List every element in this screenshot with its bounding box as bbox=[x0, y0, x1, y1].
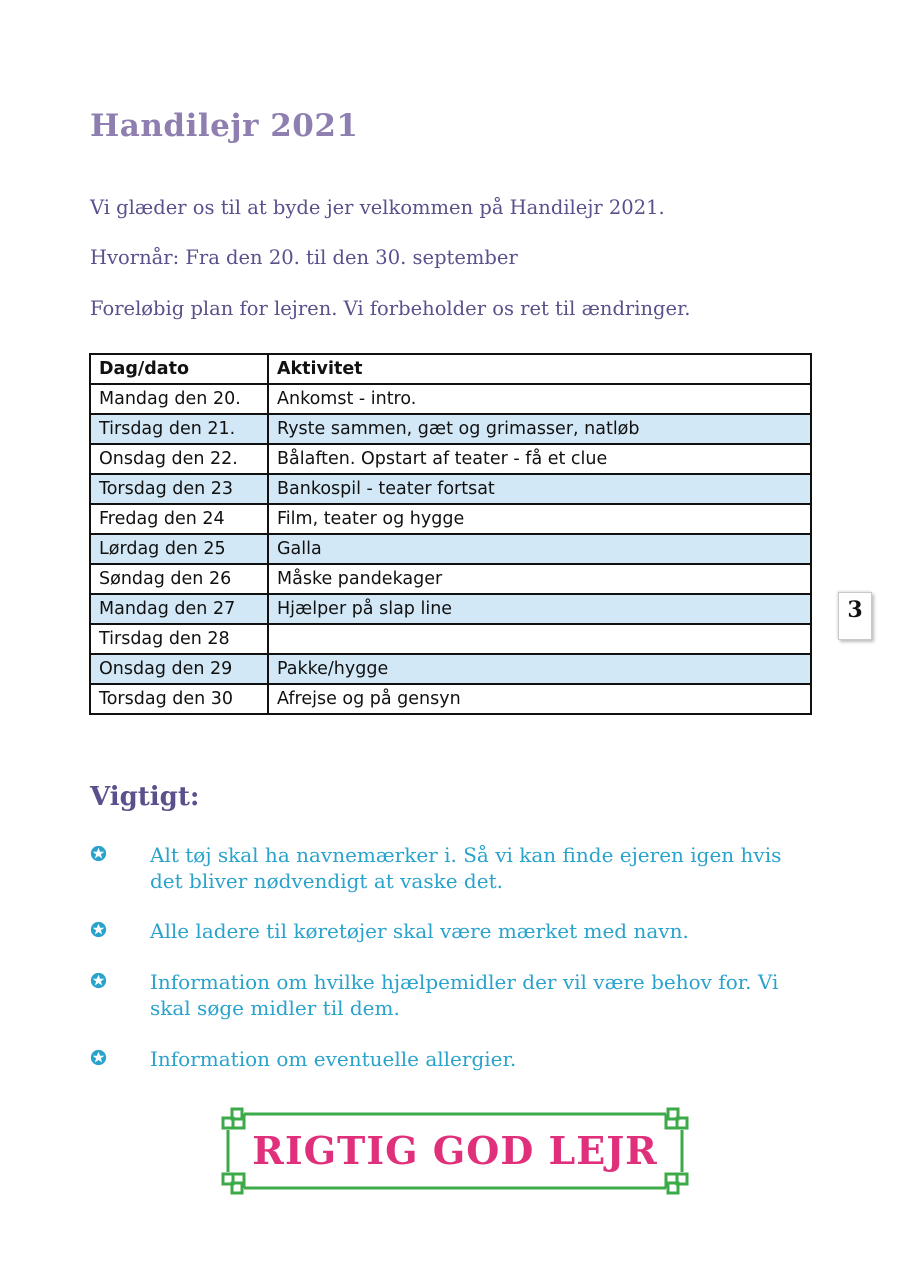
table-row bbox=[90, 384, 811, 414]
plan-note-text: Foreløbig plan for lejren. Vi forbeholder os ret til ændringer. bbox=[90, 297, 691, 320]
activity-cell: Bålaften. Opstart af teater - få et clue bbox=[268, 444, 811, 474]
table-row bbox=[90, 504, 811, 534]
table-row bbox=[90, 684, 811, 714]
day-cell: Tirsdag den 28 bbox=[90, 624, 268, 654]
dates-text: Hvornår: Fra den 20. til den 30. september bbox=[90, 246, 518, 269]
list-item-text: Alt tøj skal ha navnemærker i. Så vi kan finde ejeren igen hvis det bliver nødvendigt at vaske det. bbox=[150, 843, 782, 893]
activity-cell: Galla bbox=[268, 534, 811, 564]
activity-cell: Ryste sammen, gæt og grimasser, natløb bbox=[268, 414, 811, 444]
day-cell: Torsdag den 30 bbox=[90, 684, 268, 714]
closing-banner bbox=[220, 1106, 690, 1196]
header-day: Dag/dato bbox=[90, 354, 268, 384]
activity-cell: Bankospil - teater fortsat bbox=[268, 474, 811, 504]
schedule-table bbox=[89, 353, 812, 715]
activity-cell: Pakke/hygge bbox=[268, 654, 811, 684]
day-cell: Onsdag den 29 bbox=[90, 654, 268, 684]
page-title: Handilejr 2021 bbox=[90, 108, 359, 144]
table-header-row bbox=[90, 354, 811, 384]
list-item-text: Information om hvilke hjælpemidler der vil være behov for. Vi skal søge midler til dem. bbox=[150, 970, 779, 1020]
star-circle-icon bbox=[90, 1049, 107, 1066]
day-cell: Mandag den 27 bbox=[90, 594, 268, 624]
table-row bbox=[90, 654, 811, 684]
welcome-text: Vi glæder os til at byde jer velkommen på Handilejr 2021. bbox=[90, 196, 665, 219]
day-cell: Torsdag den 23 bbox=[90, 474, 268, 504]
activity-cell: Hjælper på slap line bbox=[268, 594, 811, 624]
day-cell: Fredag den 24 bbox=[90, 504, 268, 534]
important-heading: Vigtigt: bbox=[90, 782, 200, 812]
star-circle-icon bbox=[90, 972, 107, 989]
table-row bbox=[90, 624, 811, 654]
table-row bbox=[90, 534, 811, 564]
activity-cell: Måske pandekager bbox=[268, 564, 811, 594]
table-row bbox=[90, 594, 811, 624]
banner-text: RIGTIG GOD LEJR bbox=[252, 1128, 658, 1173]
day-cell: Onsdag den 22. bbox=[90, 444, 268, 474]
table-row bbox=[90, 414, 811, 444]
table-row bbox=[90, 564, 811, 594]
star-circle-icon bbox=[90, 845, 107, 862]
day-cell: Tirsdag den 21. bbox=[90, 414, 268, 444]
activity-cell bbox=[268, 624, 811, 654]
day-cell: Mandag den 20. bbox=[90, 384, 268, 414]
day-cell: Lørdag den 25 bbox=[90, 534, 268, 564]
activity-cell: Film, teater og hygge bbox=[268, 504, 811, 534]
page-number: 3 bbox=[838, 592, 872, 640]
activity-cell: Ankomst - intro. bbox=[268, 384, 811, 414]
table-row bbox=[90, 474, 811, 504]
day-cell: Søndag den 26 bbox=[90, 564, 268, 594]
list-item-text: Information om eventuelle allergier. bbox=[150, 1047, 517, 1071]
header-activity: Aktivitet bbox=[268, 354, 811, 384]
activity-cell: Afrejse og på gensyn bbox=[268, 684, 811, 714]
list-item-text: Alle ladere til køretøjer skal være mærket med navn. bbox=[150, 919, 689, 943]
table-row bbox=[90, 444, 811, 474]
star-circle-icon bbox=[90, 921, 107, 938]
